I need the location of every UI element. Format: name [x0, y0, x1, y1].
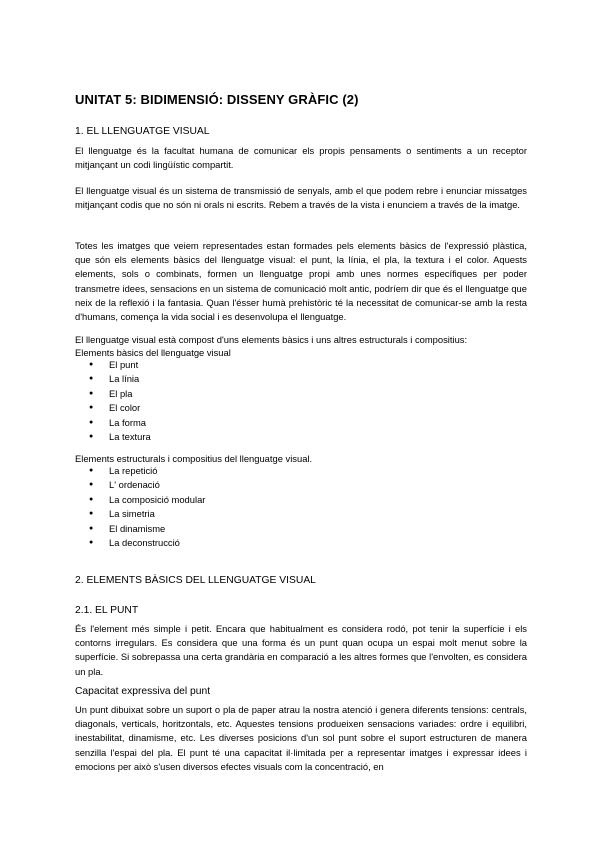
- list-item: ● El punt: [75, 358, 151, 372]
- list-item: ● El pla: [75, 387, 151, 401]
- section-2-heading: 2. ELEMENTS BÀSICS DEL LLENGUATGE VISUAL: [75, 575, 316, 586]
- section-1-heading: 1. EL LLENGUATGE VISUAL: [75, 126, 210, 137]
- list-item: ● La línia: [75, 372, 151, 386]
- section-2-paragraph-2: Un punt dibuixat sobre un suport o pla de paper atrau la nostra atenció i genera diferents tensions: centrals, diagonals, verticals, horitzontals, etc. Aquestes tensions produeixen sensacions variades: ordre i equilibri, inestabilitat, dinamisme, etc. Les diverses posicions d'un sol punt sobre el suport estructuren de manera senzilla l'espai del pla. El punt té una capacitat il·limitada per a representar imatges i expressar idees i emocions per això s'usen diversos efectes visuals com la concentració, en: [75, 704, 527, 772]
- basic-elements-label: Elements bàsics del llenguatge visual: [75, 347, 231, 358]
- section-1-paragraph-2: El llenguatge visual és un sistema de transmissió de senyals, amb el que podem rebre i enunciar missatges mitjançant codis que no són ni orals ni escrits. Rebem a través de la vista i enunciem a través de la imatge.: [75, 185, 527, 211]
- list-item: ● La forma: [75, 416, 151, 430]
- page-title: UNITAT 5: BIDIMENSIÓ: DISSENY GRÀFIC (2): [75, 92, 359, 107]
- section-1-paragraph-4: El llenguatge visual està compost d'uns elements bàsics i uns altres estructurals i compositius:: [75, 334, 468, 345]
- list-item: ● La simetria: [75, 507, 205, 521]
- list-item: ● La textura: [75, 430, 151, 444]
- subsection-2-1-heading: 2.1. EL PUNT: [75, 605, 139, 616]
- section-1-paragraph-3: Totes les imatges que veiem representades estan formades pels elements bàsics de l'expressió plàstica, que són els elements bàsics del llenguatge visual: el punt, la línia, el pla, la textura i el color. Aquests elements, sols o combinats, formen un llenguatge propi amb unes normes específiques per poder transmetre idees, sensacions en un sistema de comunicació molt antic, podríem dir que és el llenguatge que neix de la reflexió i la fantasia. Quan l'ésser humà prehistòric té la necessitat de comunicar-se amb la resta d'humans, comença la vida social i es desenvolupa el llenguatge.: [75, 240, 527, 323]
- structural-elements-list: [75, 464, 205, 550]
- subsection-capacitat-heading: Capacitat expressiva del punt: [75, 686, 211, 697]
- list-item: ● La composició modular: [75, 493, 205, 507]
- basic-elements-list: [75, 358, 151, 444]
- list-item: ● El dinamisme: [75, 522, 205, 536]
- list-item: ● L' ordenació: [75, 478, 205, 492]
- list-item: ● El color: [75, 401, 151, 415]
- list-item: ● La repetició: [75, 464, 205, 478]
- list-item: ● La deconstrucció: [75, 536, 205, 550]
- structural-elements-label: Elements estructurals i compositius del llenguatge visual.: [75, 453, 313, 464]
- section-1-paragraph-1: El llenguatge és la facultat humana de comunicar els propis pensaments o sentiments a un receptor mitjançant un codi lingüístic compartit.: [75, 145, 527, 171]
- section-2-paragraph-1: És l'element més simple i petit. Encara que habitualment es considera rodó, pot tenir la superfície i els contorns irregulars. Es considera que una forma és un punt quan ocupa un espai molt menut sobre la superfície. Si sobrepassa una certa grandària en comparació a les altres formes que l'envolten, es considera un pla.: [75, 623, 527, 677]
